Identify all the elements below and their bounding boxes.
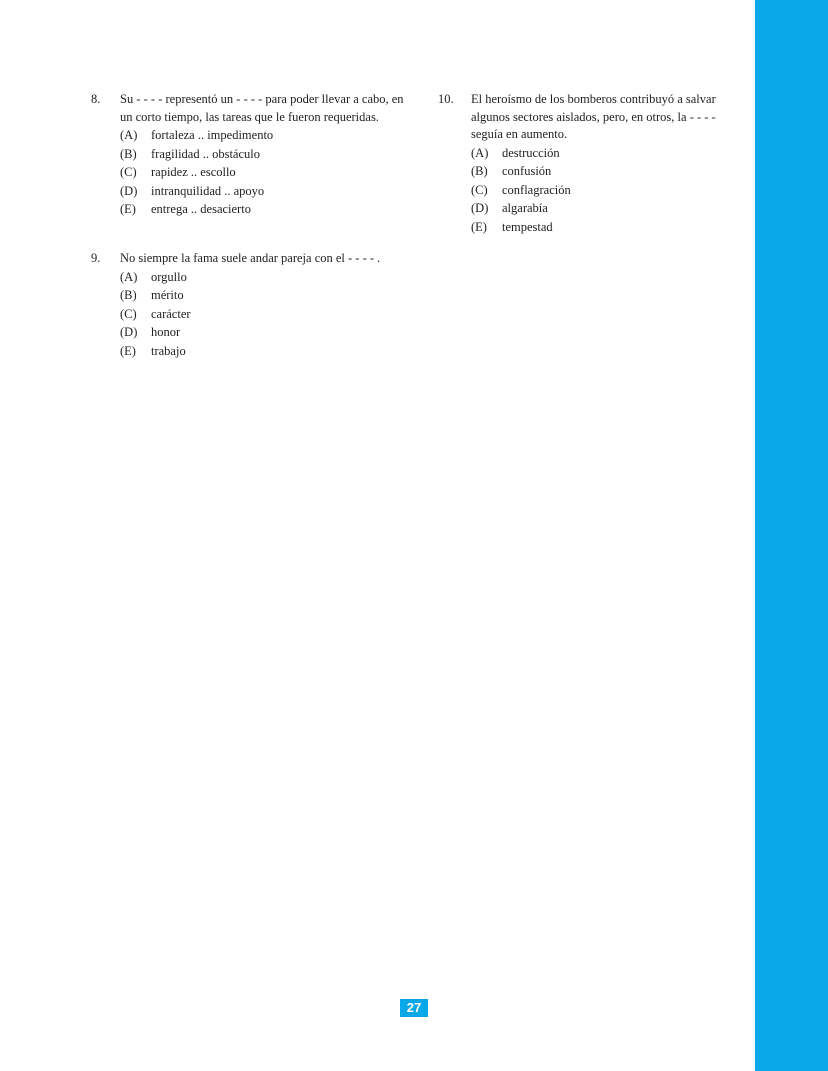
answer-option bbox=[471, 199, 746, 218]
answer-option bbox=[120, 305, 410, 324]
answer-option bbox=[471, 218, 746, 237]
question-body bbox=[120, 250, 410, 360]
option-text: confusión bbox=[502, 164, 552, 178]
option-text: trabajo bbox=[151, 343, 186, 358]
answer-options bbox=[120, 126, 410, 219]
option-text: rapidez .. escollo bbox=[151, 165, 236, 179]
option-letter: (B) bbox=[471, 164, 488, 178]
option-text: destrucción bbox=[502, 145, 560, 160]
question-text: Su - - - - representó un - - - - para poder llevar a cabo, en un corto tiempo, las tareas que le fueron requeridas. bbox=[120, 92, 404, 124]
option-text: conflagración bbox=[502, 182, 571, 197]
answer-options bbox=[471, 144, 746, 237]
option-letter: (D) bbox=[120, 183, 138, 198]
answer-option bbox=[120, 182, 410, 201]
answer-option bbox=[471, 144, 746, 163]
option-letter: (B) bbox=[120, 288, 137, 302]
option-text: honor bbox=[151, 325, 181, 339]
option-letter: (E) bbox=[120, 343, 136, 358]
option-letter: (E) bbox=[120, 202, 136, 216]
option-letter: (C) bbox=[120, 165, 137, 179]
question-number: 10. bbox=[438, 92, 454, 106]
answer-option bbox=[120, 286, 410, 305]
option-letter: (A) bbox=[120, 128, 138, 142]
answer-option bbox=[120, 342, 410, 361]
option-letter: (D) bbox=[120, 325, 138, 339]
question-text: El heroísmo de los bomberos contribuyó a salvar algunos sectores aislados, pero, en otros, la - - - - seguía en aumento. bbox=[471, 92, 716, 141]
option-letter: (A) bbox=[471, 145, 489, 160]
option-text: fragilidad .. obstáculo bbox=[151, 146, 260, 161]
answer-options bbox=[120, 268, 410, 361]
option-text: mérito bbox=[151, 288, 184, 302]
option-letter: (E) bbox=[471, 219, 487, 234]
option-letter: (A) bbox=[120, 269, 138, 284]
answer-option bbox=[471, 162, 746, 181]
option-letter: (C) bbox=[471, 182, 488, 197]
option-text: algarabía bbox=[502, 201, 548, 215]
option-letter: (B) bbox=[120, 146, 137, 161]
option-text: tempestad bbox=[502, 219, 553, 234]
answer-option bbox=[120, 200, 410, 219]
question-body bbox=[120, 91, 410, 219]
page-number: 27 bbox=[400, 999, 428, 1017]
answer-option bbox=[120, 163, 410, 182]
answer-option bbox=[120, 145, 410, 164]
question-text: No siempre la fama suele andar pareja con el - - - - . bbox=[120, 251, 381, 265]
answer-option bbox=[120, 126, 410, 145]
answer-option bbox=[120, 323, 410, 342]
question-number: 8. bbox=[91, 92, 101, 106]
option-text: entrega .. desacierto bbox=[151, 202, 251, 216]
option-letter: (C) bbox=[120, 306, 137, 321]
side-color-band bbox=[755, 0, 828, 1071]
question-body bbox=[471, 91, 746, 236]
option-letter: (D) bbox=[471, 201, 489, 215]
question-number: 9. bbox=[91, 251, 101, 265]
option-text: fortaleza .. impedimento bbox=[151, 128, 274, 142]
option-text: carácter bbox=[151, 306, 191, 321]
option-text: orgullo bbox=[151, 269, 187, 284]
option-text: intranquilidad .. apoyo bbox=[151, 183, 265, 198]
answer-option bbox=[471, 181, 746, 200]
answer-option bbox=[120, 268, 410, 287]
